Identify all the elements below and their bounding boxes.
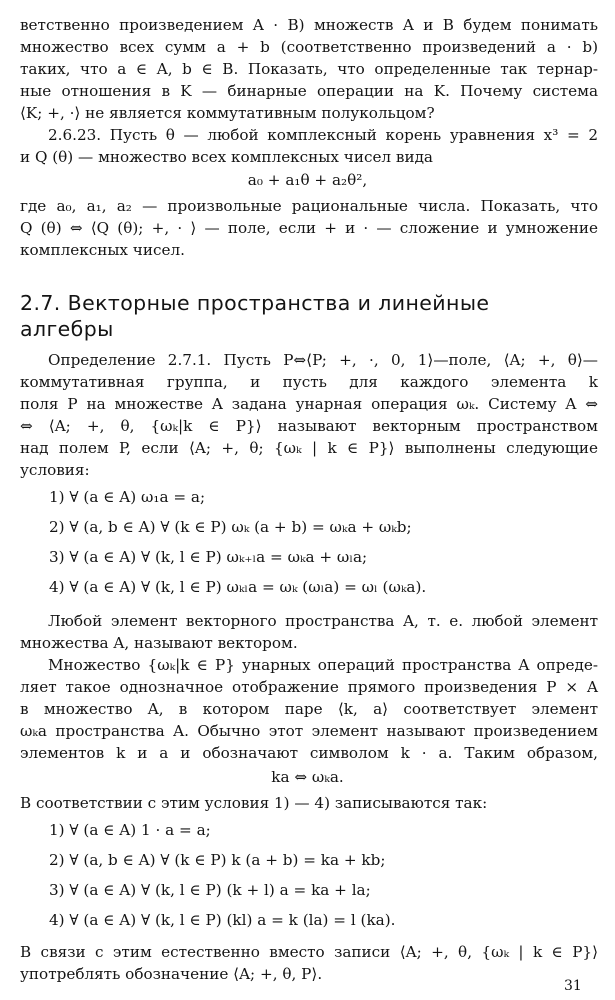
text-line: ветственно произведением A · B) множеств A и B будем понимать (20, 16, 598, 34)
condition-line: 3) ∀ (a ∈ A) ∀ (k, l ∈ P) ωₖ₊ₗa = ωₖa + ωₗa; (49, 548, 368, 566)
formula: a₀ + a₁θ + a₂θ², (247, 171, 368, 189)
text-line: В соответствии с этим условия 1) — 4) записываются так: (20, 794, 488, 812)
text-line: употреблять обозначение ⟨A; +, θ, P⟩. (20, 965, 323, 983)
text-line: множества A, называют вектором. (20, 634, 298, 652)
text-line: коммутативная группа, и пусть для каждого элемента k (20, 373, 598, 391)
condition-line: 4) ∀ (a ∈ A) ∀ (k, l ∈ P) ωₖₗa = ωₖ (ωₗa) = ωₗ (ωₖa). (49, 578, 427, 596)
text-line: таких, что a ∈ A, b ∈ B. Показать, что определенные так тернар- (20, 60, 598, 78)
text-line: множество всех сумм a + b (соответственно произведений a · b) (20, 38, 598, 56)
page-number: 31 (564, 978, 582, 994)
text-line: ные отношения в K — бинарные операции на K. Почему система (20, 82, 598, 100)
exercise-line: 2.6.23. Пусть θ — любой комплексный корень уравнения x³ = 2 (48, 126, 598, 144)
text-line: ⟨K; +, ·⟩ не является коммутативным полукольцом? (20, 104, 435, 122)
text-line: Q (θ) ⇔ ⟨Q (θ); +, · ⟩ — поле, если + и · — сложение и умножение (20, 219, 598, 237)
condition-line: 1) ∀ (a ∈ A) 1 · a = a; (49, 821, 211, 839)
text-line: условия: (20, 461, 90, 479)
text-line: ωₖa пространства A. Обычно этот элемент называют произведением (20, 722, 598, 740)
text-line: В связи с этим естественно вместо записи ⟨A; +, θ, {ωₖ | k ∈ P}⟩ (20, 943, 598, 961)
text-line: в множество A, в котором паре ⟨k, a⟩ соответствует элемент (20, 700, 598, 718)
condition-line: 2) ∀ (a, b ∈ A) ∀ (k ∈ P) ωₖ (a + b) = ωₖa + ωₖb; (49, 518, 412, 536)
text-line: где a₀, a₁, a₂ — произвольные рациональные числа. Показать, что (20, 197, 598, 215)
text-line: Любой элемент векторного пространства A, т. е. любой элемент (48, 612, 598, 630)
text-line: и Q (θ) — множество всех комплексных чисел вида (20, 148, 433, 166)
text-line: элементов k и a и обозначают символом k · a. Таким образом, (20, 744, 598, 762)
text-line: Множество {ωₖ|k ∈ P} унарных операций пространства A опреде- (48, 656, 598, 674)
definition-line: Определение 2.7.1. Пусть P⇔⟨P; +, ·, 0, 1⟩—поле, ⟨A; +, θ⟩— (48, 351, 598, 369)
text-line: ляет такое однозначное отображение прямого произведения P × A (20, 678, 598, 696)
section-heading: 2.7. Векторные пространства и линейные (20, 291, 490, 315)
text-line: над полем P, если ⟨A; +, θ; {ωₖ | k ∈ P}⟩ выполнены следующие (20, 439, 598, 457)
text-line: поля P на множестве A задана унарная операция ωₖ. Систему A ⇔ (20, 395, 598, 413)
condition-line: 2) ∀ (a, b ∈ A) ∀ (k ∈ P) k (a + b) = ka + kb; (49, 851, 386, 869)
section-heading: алгебры (20, 317, 114, 341)
condition-line: 3) ∀ (a ∈ A) ∀ (k, l ∈ P) (k + l) a = ka + la; (49, 881, 371, 899)
formula: ka ⇔ ωₖa. (271, 768, 344, 786)
text-line: ⇔ ⟨A; +, θ, {ωₖ|k ∈ P}⟩ называют векторным пространством (20, 417, 598, 435)
condition-line: 4) ∀ (a ∈ A) ∀ (k, l ∈ P) (kl) a = k (la) = l (ka). (49, 911, 396, 929)
condition-line: 1) ∀ (a ∈ A) ω₁a = a; (49, 488, 206, 506)
text-line: комплексных чисел. (20, 241, 185, 259)
